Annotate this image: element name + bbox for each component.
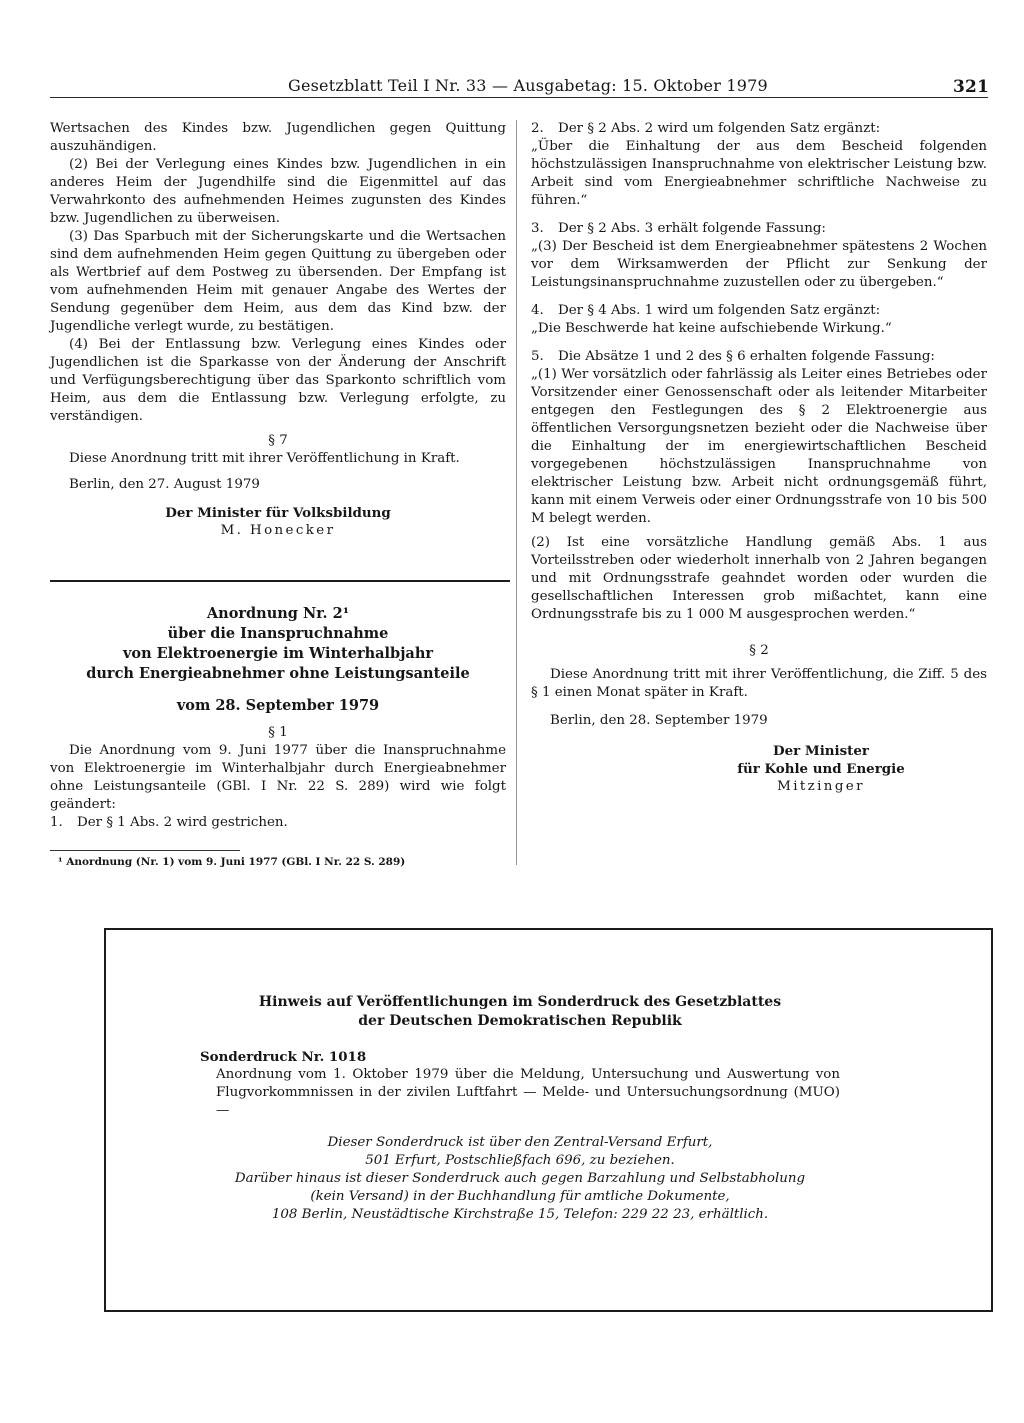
footnote-rule <box>50 850 240 851</box>
left-column-upper <box>50 120 506 540</box>
item-3-quote: „(3) Der Bescheid ist dem Energieabnehmer spätestens 2 Wochen vor dem Wirksamwerden der Pflicht zur Senkung der Leistungsinanspruchnahme zuzustellen oder zu übergeben.“ <box>531 239 987 290</box>
notice-title-line-2: der Deutschen Demokratischen Republik <box>358 1013 682 1029</box>
title-line-3: von Elektroenergie im Winterhalbjahr <box>122 645 434 662</box>
minister-name-right: Mitzinger <box>777 779 865 794</box>
distribution-line-5: 108 Berlin, Neustädtische Kirchstraße 15, Telefon: 229 22 23, erhältlich. <box>271 1207 769 1222</box>
minister-name-left: M. Honecker <box>220 523 336 538</box>
sonderdruck-label: Sonderdruck Nr. 1018 <box>200 1049 367 1065</box>
left-column-lower <box>50 604 506 832</box>
minister-block-right <box>671 742 971 796</box>
paragraph-continuation: Wertsachen des Kindes bzw. Jugendlichen gegen Quittung auszuhändigen. <box>50 121 506 154</box>
item-text: Der § 2 Abs. 3 erhält folgende Fassung: <box>558 221 826 236</box>
column-divider <box>516 120 517 865</box>
paragraph-4: (4) Bei der Entlassung bzw. Verlegung eines Kindes oder Jugendlichen ist die Sparkasse von der Änderung der Anschrift und Verfügungsberechtigung über das Sparkonto schriftlich vom Heim, aus dem die Entlassung bzw. Verlegung erfolgte, zu verständigen. <box>50 337 506 424</box>
amendment-item-2 <box>531 120 987 138</box>
paragraph-3: (3) Das Sparbuch mit der Sicherungskarte und die Wertsachen sind dem aufnehmenden Heim gegen Quittung zu übergeben oder als Wertbrief auf dem Postweg zu übersenden. Der Empfang ist vom aufnehmenden Heim mit genauer Angabe des Wertes der Sendung gegenüber dem Heim, aus dem das Kind bzw. der Jugendliche verlegt wurde, zu bestätigen. <box>50 229 506 334</box>
section-7-text: Diese Anordnung tritt mit ihrer Veröffentlichung in Kraft. <box>69 451 460 466</box>
amendment-item-1 <box>50 814 506 832</box>
distribution-line-2: 501 Erfurt, Postschließfach 696, zu beziehen. <box>365 1153 675 1168</box>
item-number: 3. <box>531 221 544 236</box>
item-number: 1. <box>50 815 63 830</box>
section-2-heading: § 2 <box>749 643 769 658</box>
item-text: Die Absätze 1 und 2 des § 6 erhalten folgende Fassung: <box>558 349 935 364</box>
title-line-1: Anordnung Nr. 2¹ <box>206 605 350 622</box>
document-title <box>50 604 506 716</box>
minister-title-left: Der Minister für Volksbildung <box>165 505 391 521</box>
page-number: 321 <box>953 77 990 97</box>
footnote: ¹ Anordnung (Nr. 1) vom 9. Juni 1977 (GBl. I Nr. 22 S. 289) <box>58 856 406 868</box>
amendment-item-3 <box>531 220 987 238</box>
item-text: Der § 1 Abs. 2 wird gestrichen. <box>77 815 288 830</box>
item-5-quote-1: „(1) Wer vorsätzlich oder fahrlässig als Leiter eines Betriebes oder Vorsitzender einer Genossenschaft oder als leitender Mitarbeiter entgegen den Festlegungen des § 2 Elektroenergie aus öffentlichen Versorgungsnetzen bezieht oder die Nachweise über die Einhaltung der im energiewirtschaftlichen Bescheid vorgegebenen höchstzulässigen Inanspruchnahme von elektrischer Leistung bzw. Arbeit nicht ordnungsgemäß führt, kann mit einem Verweis oder einer Ordnungsstrafe von 10 bis 500 M belegt werden. <box>531 367 987 526</box>
item-number: 4. <box>531 303 544 318</box>
item-2-quote: „Über die Einhaltung der aus dem Bescheid folgenden höchstzulässigen Inanspruchnahme von elektrischer Leistung bzw. Arbeit sind vom Energieabnehmer schriftliche Nachweise zu führen.“ <box>531 139 987 208</box>
title-line-2: über die Inanspruchnahme <box>167 625 389 642</box>
minister-title-line-1: Der Minister <box>773 743 869 759</box>
item-4-quote: „Die Beschwerde hat keine aufschiebende Wirkung.“ <box>531 321 892 336</box>
notice-title <box>200 993 840 1031</box>
sonderdruck-description: Anordnung vom 1. Oktober 1979 über die Meldung, Untersuchung und Auswertung von Flugvorkommnissen in der zivilen Luftfahrt — Melde- und Untersuchungsordnung (MUO) — <box>216 1067 840 1118</box>
title-date: vom 28. September 1979 <box>176 697 380 714</box>
distribution-line-3: Darüber hinaus ist dieser Sonderdruck auch gegen Barzahlung und Selbstabholung <box>234 1171 806 1186</box>
section-2-text: Diese Anordnung tritt mit ihrer Veröffentlichung, die Ziff. 5 des § 1 einen Monat später in Kraft. <box>531 667 987 700</box>
section-1-text: Die Anordnung vom 9. Juni 1977 über die Inanspruchnahme von Elektroenergie im Winterhalbjahr durch Energieabnehmer ohne Leistungsanteile (GBl. I Nr. 22 S. 289) wird wie folgt geändert: <box>50 743 506 812</box>
minister-title-line-2: für Kohle und Energie <box>737 761 905 777</box>
item-number: 5. <box>531 349 544 364</box>
item-text: Der § 2 Abs. 2 wird um folgenden Satz ergänzt: <box>558 121 881 136</box>
distribution-line-1: Dieser Sonderdruck ist über den Zentral-Versand Erfurt, <box>327 1135 713 1150</box>
signature-date-right: Berlin, den 28. September 1979 <box>550 713 768 728</box>
distribution-info <box>200 1134 840 1224</box>
section-separator <box>50 580 510 582</box>
item-text: Der § 4 Abs. 1 wird um folgenden Satz ergänzt: <box>558 303 881 318</box>
notice-title-line-1: Hinweis auf Veröffentlichungen im Sonderdruck des Gesetzblattes <box>258 994 782 1010</box>
amendment-item-4 <box>531 302 987 320</box>
signature-date-left: Berlin, den 27. August 1979 <box>69 477 260 492</box>
right-column <box>531 120 987 796</box>
item-number: 2. <box>531 121 544 136</box>
title-line-4: durch Energieabnehmer ohne Leistungsanteile <box>86 665 470 682</box>
notice-content <box>200 993 840 1224</box>
paragraph-2: (2) Bei der Verlegung eines Kindes bzw. Jugendlichen in ein anderes Heim der Jugendhilfe sind die Eigenmittel auf das Verwahrkonto des aufnehmenden Heimes zugunsten des Kindes bzw. Jugendlichen zu überweisen. <box>50 157 506 226</box>
item-5-quote-2: (2) Ist eine vorsätzliche Handlung gemäß Abs. 1 aus Vorteilsstreben oder wiederholt innerhalb von 2 Jahren begangen und mit Ordnungsstrafe geahndet worden oder wurden die gesellschaftlichen Interessen grob mißachtet, kann eine Ordnungsstrafe bis zu 1 000 M ausgesprochen werden.“ <box>531 535 987 622</box>
header-rule <box>50 97 988 98</box>
section-1-heading: § 1 <box>268 725 288 740</box>
amendment-item-5 <box>531 348 987 366</box>
running-header: Gesetzblatt Teil I Nr. 33 — Ausgabetag: 15. Oktober 1979 <box>288 76 768 95</box>
section-7-heading: § 7 <box>268 433 288 448</box>
distribution-line-4: (kein Versand) in der Buchhandlung für amtliche Dokumente, <box>310 1189 730 1204</box>
